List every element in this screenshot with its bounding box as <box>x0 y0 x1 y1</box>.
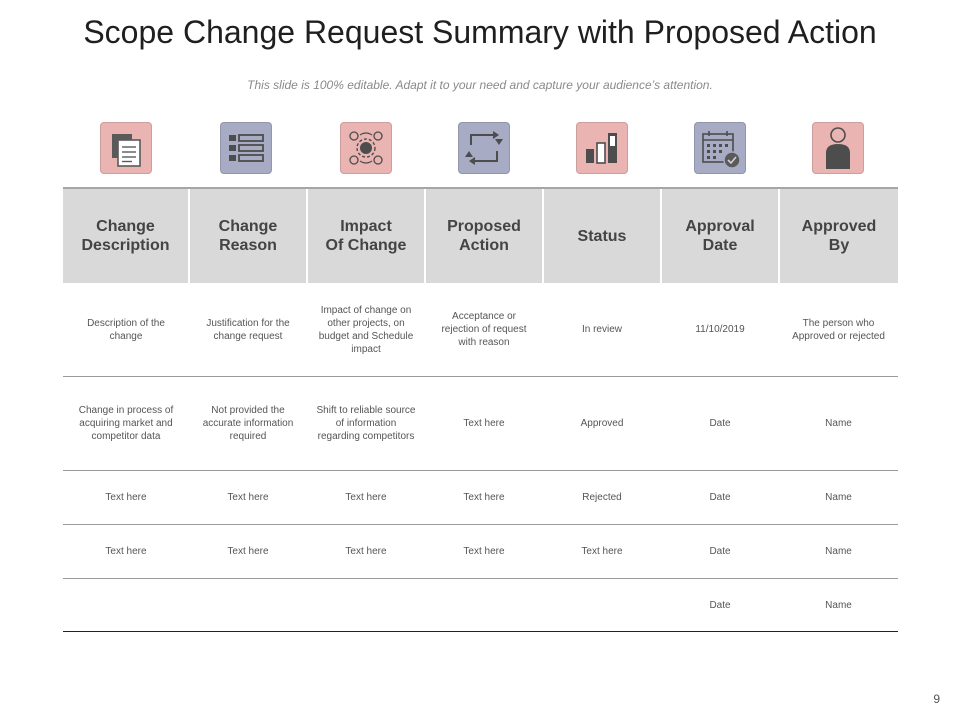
document-icon <box>100 122 152 174</box>
table-cell: Name <box>779 377 898 471</box>
table-cell <box>63 579 189 632</box>
table-cell: Text here <box>189 525 307 579</box>
table-cell: Text here <box>425 525 543 579</box>
impact-cycle-icon <box>340 122 392 174</box>
table-cell <box>543 579 661 632</box>
change-request-table <box>63 187 898 632</box>
table-cell: The person who Approved or rejected <box>779 283 898 377</box>
slide-title: Scope Change Request Summary with Proposed Action <box>83 14 877 50</box>
page-number: 9 <box>933 692 940 706</box>
bar-chart-icon <box>576 122 628 174</box>
table-cell: Text here <box>543 525 661 579</box>
table-cell: Date <box>661 377 779 471</box>
table-cell: Text here <box>63 471 189 525</box>
table-row <box>63 579 898 632</box>
refresh-arrows-icon <box>458 122 510 174</box>
table-cell: Date <box>661 471 779 525</box>
table-cell: Not provided the accurate information required <box>189 377 307 471</box>
table-cell <box>189 579 307 632</box>
table-cell: Text here <box>307 525 425 579</box>
table-row <box>63 471 898 525</box>
header-approved-by: Approved By <box>779 188 898 283</box>
table-cell: Date <box>661 525 779 579</box>
table-cell: Rejected <box>543 471 661 525</box>
table-cell: Name <box>779 471 898 525</box>
table-cell: In review <box>543 283 661 377</box>
person-icon <box>812 122 864 174</box>
header-proposed-action: Proposed Action <box>425 188 543 283</box>
calendar-check-icon <box>694 122 746 174</box>
table-cell <box>307 579 425 632</box>
table-cell: Description of the change <box>63 283 189 377</box>
table-cell: Change in process of acquiring market and competitor data <box>63 377 189 471</box>
table-cell: Name <box>779 525 898 579</box>
table-cell: Impact of change on other projects, on budget and Schedule impact <box>307 283 425 377</box>
icon-row <box>63 122 898 177</box>
table-row <box>63 283 898 377</box>
table-cell: Text here <box>63 525 189 579</box>
slide-subtitle: This slide is 100% editable. Adapt it to your need and capture your audience’s attention. <box>247 78 713 92</box>
table-cell: Text here <box>425 377 543 471</box>
table-cell: 11/10/2019 <box>661 283 779 377</box>
header-impact-of-change: Impact Of Change <box>307 188 425 283</box>
table-cell: Date <box>661 579 779 632</box>
table-cell: Shift to reliable source of information regarding competitors <box>307 377 425 471</box>
header-change-reason: Change Reason <box>189 188 307 283</box>
table-row <box>63 525 898 579</box>
table-row <box>63 377 898 471</box>
header-status: Status <box>543 188 661 283</box>
header-change-description: Change Description <box>63 188 189 283</box>
table-header-row <box>63 188 898 283</box>
table-cell: Justification for the change request <box>189 283 307 377</box>
table-cell: Approved <box>543 377 661 471</box>
table-cell: Acceptance or rejection of request with reason <box>425 283 543 377</box>
list-icon <box>220 122 272 174</box>
table-cell: Text here <box>307 471 425 525</box>
table-cell: Name <box>779 579 898 632</box>
table-cell: Text here <box>425 471 543 525</box>
header-approval-date: Approval Date <box>661 188 779 283</box>
table-cell <box>425 579 543 632</box>
table-cell: Text here <box>189 471 307 525</box>
